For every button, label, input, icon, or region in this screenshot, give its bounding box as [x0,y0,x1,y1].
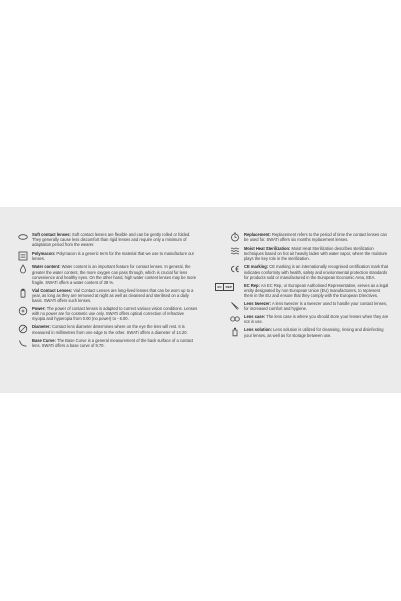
replacement-clock-icon [230,232,240,242]
vial-icon [18,288,28,298]
glossary-entry-ce-marking: CE marking: CE marking is an internationally recognised certification mark that indicates conformity with health, safety and environmental protection standards for products sold or manufactured in the European Economic Area, EEA. [230,264,390,279]
glossary-entry-soft-lenses: Soft contact lenses: Soft contact lenses are flexible and can be gently rolled or folded. They generally cause less discomfort than rigid lenses and require only a minimum of adaptation period from the wearer. [18,232,198,247]
glossary-right-column [217,232,390,341]
glossary-entry-diameter: Diameter: Contact lens diameter determines where on the eye the lens will rest. It is measured in millimetres from one edge to the other. SWATi offers a diameter of 14.20. [18,324,198,334]
solution-bottle-icon [230,327,240,337]
glossary-entry-base-curve: Base Curve: The Base Curve is a general measurement of the back surface of a contact lens. SWATi offers a base curve of 8.70. [18,338,198,348]
polymacon-icon [18,251,28,261]
base-curve-icon [18,338,28,348]
tweezer-icon [230,301,240,311]
soft-lens-icon [18,232,28,242]
glossary-entry-vial-lenses: Vial Contact Lenses: Vial Contact Lenses are long-lived lenses that can be worn up to a year, as long as they are removed at night as well as cleansed and sterilised on a daily basis. SWATi offers such lenses. [18,288,198,303]
ec-rep-icon: EC REP [215,283,234,291]
glossary-entry-ec-rep: EC REP EC Rep: An EC Rep, or European Authorised Representative, serves as a legal entity designated by non European Union (EU) manufacturers, to represent them in the EU and ensure that they comply with the European Directives. [230,283,390,298]
glossary-entry-lens-case: Lens case: The lens case is where you should store your lenses when they are not in use. [230,314,390,324]
water-drop-icon [18,264,28,274]
ce-mark-icon [230,264,240,274]
glossary-left-column [18,232,198,351]
diameter-icon [18,324,28,334]
glossary-entry-lens-tweezer: Lens tweezer: A lens tweezer is a tweezer used to handle your contact lenses, for increased comfort and hygiene. [230,301,390,311]
glossary-entry-replacement: Replacement: Replacement refers to the period of time the contact lenses can be used for. SWATi offers six months replacement lenses. [230,232,390,242]
power-icon [18,306,28,316]
glossary-entry-water-content: Water content: Water content is an important feature for contact lenses. In general, the greater the water content, the more oxygen can pass through, which is crucial for lens convenience and healthy eyes. On the other hand, high water content lenses may be more fragile. SWATi offers a water content of 38 %. [18,264,198,284]
glossary-entry-polymacon: Polymacon: Polymacon is a generic term for the material that we use to manufacture our lenses. [18,251,198,261]
glossary-entry-lens-solution: Lens solution: Lens solution is utilized for cleansing, rinsing and disinfecting your lenses, as well as for storage between use. [230,327,390,337]
glossary-entry-power: Power: The power of contact lenses is adapted to correct various vision conditions. Lenses with no power are for cosmetic use only. SWATi offers optical correction of refractive myopia and hyperopia from 0.00 (no power) to - 6.00. [18,306,198,321]
glossary-entry-moist-heat-sterilization: Moist Heat Sterilization: Moist Heat Sterilization describes sterilization techniques based on hot air heavily laden with water vapor, where the moisture plays the key role in the sterilization. [230,246,390,261]
lens-case-icon [230,314,240,324]
sterilization-icon [230,246,240,256]
